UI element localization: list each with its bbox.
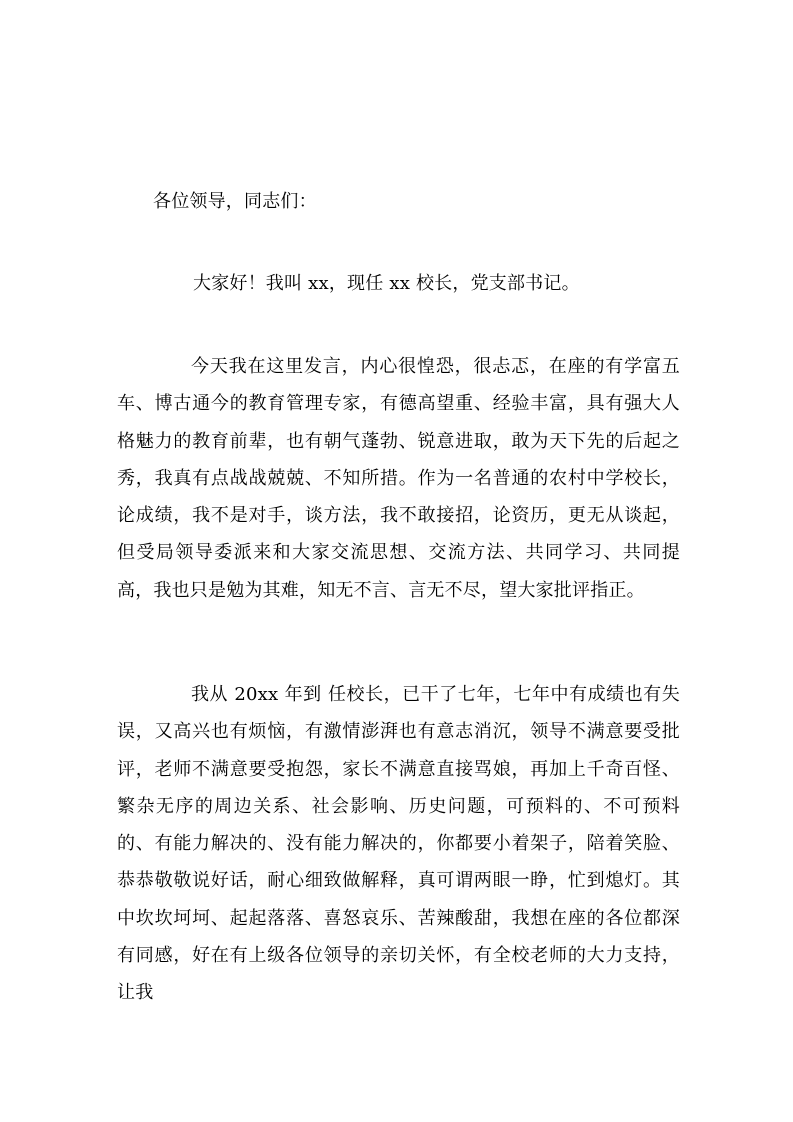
salutation: 各位领导，同志们：	[153, 191, 317, 212]
greeting-paragraph: 大家好！我叫 xx，现任 xx 校长，党支部书记。	[193, 273, 580, 294]
body-paragraph-1: 今天我在这里发言，内心很惶恐，很忐忑，在座的有学富五车、博古通今的教育管理专家，有德高望重、经验丰富，具有强大人格魅力的教育前辈，也有朝气蓬勃、锐意进取，敢为天下先的后起之秀，我真有点战战兢兢、不知所措。作为一名普通的农村中学校长，论成绩，我不是对手，谈方法，我不敢接招，论资历，更无从谈起，但受局领导委派来和大家交流思想、交流方法、共同学习、共同提高，我也只是勉为其难，知无不言、言无不尽，望大家批评指正。	[117, 356, 680, 601]
body-paragraph-2: 我从 20xx 年到 任校长，已干了七年，七年中有成绩也有失误，又高兴也有烦恼，有激情澎湃也有意志消沉，领导不满意要受批评，老师不满意要受抱怨，家长不满意直接骂娘，再加上千奇百怪、繁杂无序的周边关系、社会影响、历史问题，可预料的、不可预料的、有能力解决的、没有能力解决的，你都要小着架子，陪着笑脸、恭恭敬敬说好话，耐心细致做解释，真可谓两眼一睁，忙到熄灯。其中坎坎坷坷、起起落落、喜怒哀乐、苦辣酸甜，我想在座的各位都深有同感，好在有上级各位领导的亲切关怀，有全校老师的大力支持，让我	[117, 684, 680, 1004]
